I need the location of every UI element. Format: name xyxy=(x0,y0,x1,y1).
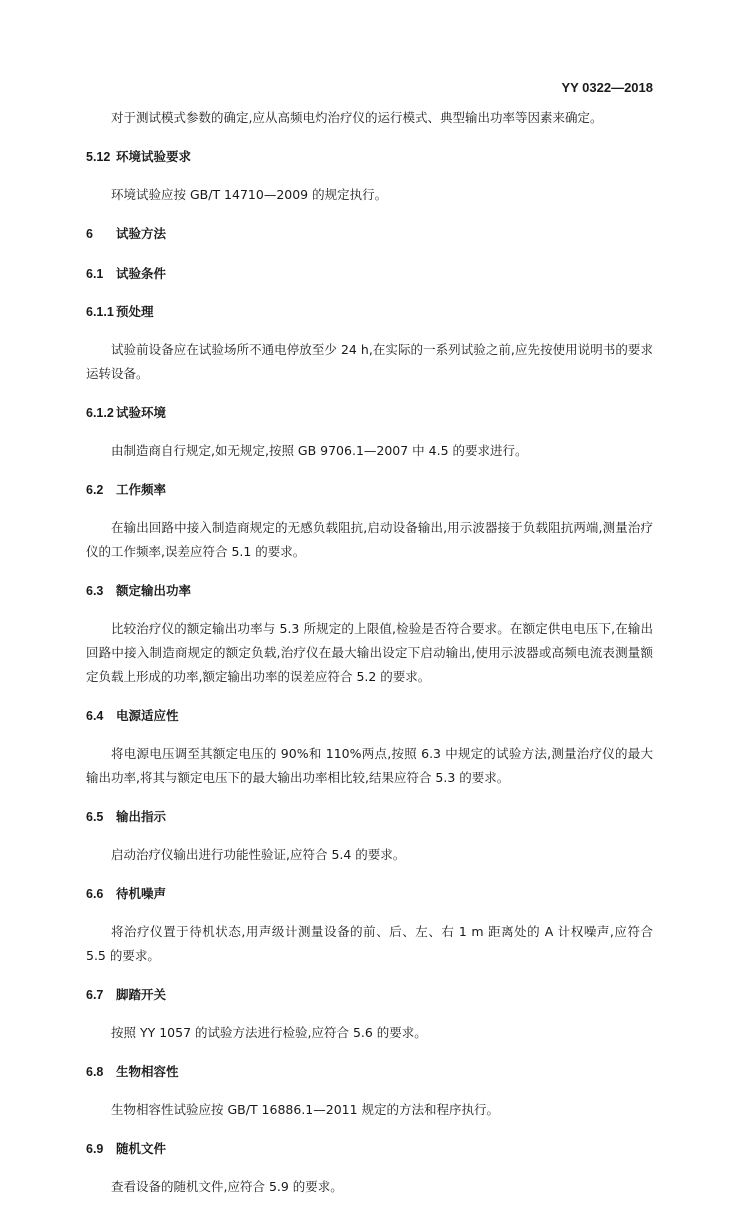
section-title: 随机文件 xyxy=(116,1141,167,1156)
section-number: 6.1.2 xyxy=(86,406,114,420)
section-heading xyxy=(86,300,653,324)
section-number: 6.7 xyxy=(86,988,104,1002)
section-number: 5.12 xyxy=(86,150,111,164)
section-title: 试验条件 xyxy=(116,266,167,281)
section-title: 生物相容性 xyxy=(116,1064,179,1079)
section-heading xyxy=(86,882,653,906)
paragraph: 将治疗仪置于待机状态,用声级计测量设备的前、后、左、右 1 m 距离处的 A 计权噪声,应符合 5.5 的要求。 xyxy=(86,924,653,963)
section-title: 工作频率 xyxy=(116,482,167,497)
section-heading xyxy=(86,222,653,246)
section-title: 待机噪声 xyxy=(116,886,167,901)
paragraph: 环境试验应按 GB/T 14710—2009 的规定执行。 xyxy=(111,187,388,202)
section-number: 6.5 xyxy=(86,810,104,824)
paragraph: 查看设备的随机文件,应符合 5.9 的要求。 xyxy=(111,1179,343,1194)
paragraph: 启动治疗仪输出进行功能性验证,应符合 5.4 的要求。 xyxy=(111,847,406,862)
section-title: 试验方法 xyxy=(116,226,167,241)
paragraph: 试验前设备应在试验场所不通电停放至少 24 h,在实际的一系列试验之前,应先按使用说明书的要求运转设备。 xyxy=(86,342,653,381)
section-number: 6.4 xyxy=(86,709,104,723)
section-heading xyxy=(86,579,653,603)
section-title: 环境试验要求 xyxy=(116,149,192,164)
section-number: 6.1.1 xyxy=(86,305,114,319)
section-heading xyxy=(86,704,653,728)
paragraph: 对于测试模式参数的确定,应从高频电灼治疗仪的运行模式、典型输出功率等因素来确定。 xyxy=(111,110,603,125)
section-number: 6 xyxy=(86,227,93,241)
standard-code-header: YY 0322—2018 xyxy=(561,80,653,95)
paragraph: 比较治疗仪的额定输出功率与 5.3 所规定的上限值,检验是否符合要求。在额定供电电压下,在输出回路中接入制造商规定的额定负载,治疗仪在最大输出设定下启动输出,使用示波器或高频电流表测量额定负载上形成的功率,额定输出功率的误差应符合 5.2 的要求。 xyxy=(86,621,653,684)
section-heading xyxy=(86,1060,653,1084)
section-number: 6.8 xyxy=(86,1065,104,1079)
section-heading xyxy=(86,401,653,425)
section-title: 额定输出功率 xyxy=(116,583,192,598)
section-title: 脚踏开关 xyxy=(116,987,167,1002)
section-heading xyxy=(86,1137,653,1161)
document-body xyxy=(86,106,653,1214)
section-title: 预处理 xyxy=(116,304,154,319)
paragraph: 将电源电压调至其额定电压的 90%和 110%两点,按照 6.3 中规定的试验方法,测量治疗仪的最大输出功率,将其与额定电压下的最大输出功率相比较,结果应符合 5.3 的要求。 xyxy=(86,746,653,785)
section-number: 6.2 xyxy=(86,483,104,497)
section-number: 6.9 xyxy=(86,1142,104,1156)
paragraph: 在输出回路中接入制造商规定的无感负载阻抗,启动设备输出,用示波器接于负载阻抗两端,测量治疗仪的工作频率,误差应符合 5.1 的要求。 xyxy=(86,520,653,559)
paragraph: 由制造商自行规定,如无规定,按照 GB 9706.1—2007 中 4.5 的要求进行。 xyxy=(111,443,528,458)
section-heading xyxy=(86,262,653,286)
section-heading xyxy=(86,805,653,829)
paragraph: 生物相容性试验应按 GB/T 16886.1—2011 规定的方法和程序执行。 xyxy=(111,1102,500,1117)
section-number: 6.1 xyxy=(86,267,104,281)
section-heading xyxy=(86,145,653,169)
section-heading xyxy=(86,478,653,502)
section-number: 6.3 xyxy=(86,584,104,598)
paragraph: 按照 YY 1057 的试验方法进行检验,应符合 5.6 的要求。 xyxy=(111,1025,427,1040)
section-title: 试验环境 xyxy=(116,405,167,420)
section-title: 电源适应性 xyxy=(116,708,179,723)
section-number: 6.6 xyxy=(86,887,104,901)
section-heading xyxy=(86,983,653,1007)
section-title: 输出指示 xyxy=(116,809,167,824)
